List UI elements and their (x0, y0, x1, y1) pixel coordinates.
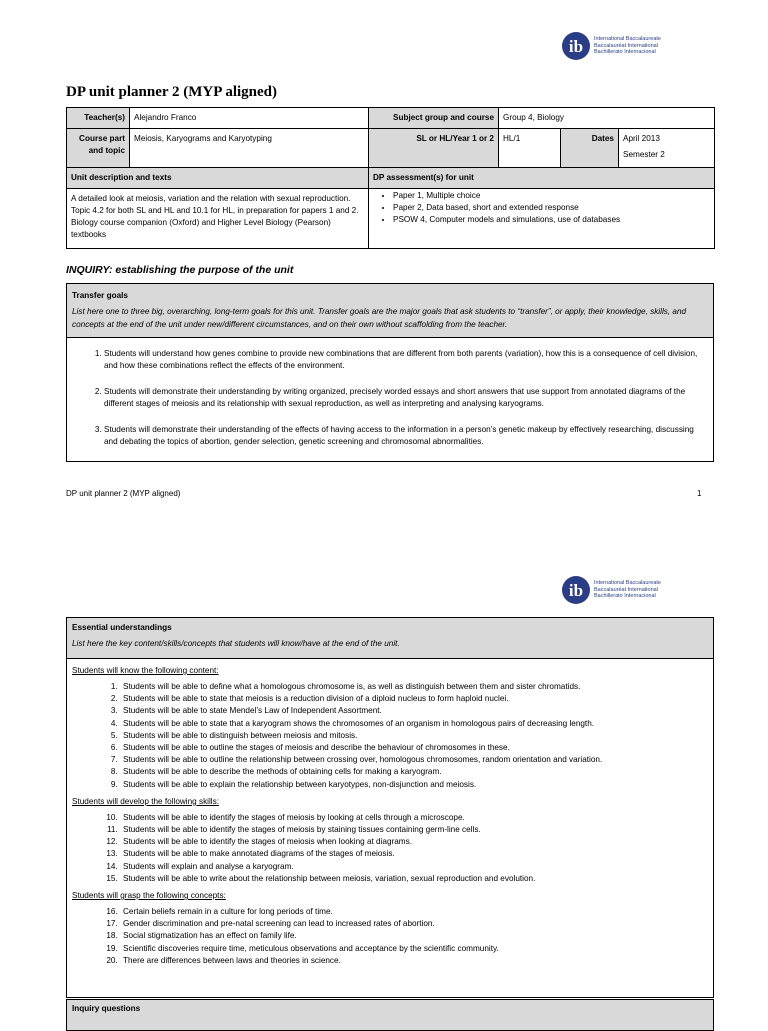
content-item: 9. Students will be able to explain the relationship between karyotypes, non-disjunction and meiosis. (120, 779, 713, 791)
content-item: 1. Students will be able to define what a homologous chromosome is, as well as distinguish between them and sister chromatids. (120, 681, 713, 693)
content-list (67, 681, 713, 791)
transfer-goal-item: 2. Students will demonstrate their understanding by writing organized, precisely worded essays and short answers that use support from annotated diagrams of the different stages of meiosis and its relationship with sexual reproduction, as well as interpreting and analysing karyograms. (104, 386, 703, 410)
transfer-goal-item: 1. Students will understand how genes combine to provide new combinations that are different from both parents (variation), how this is a consequence of cell division, and how these combinations reflect the effects of the environment. (104, 348, 703, 372)
transfer-goals-header (67, 284, 713, 338)
ib-logo-text: International Baccalaureate Baccalauréat International Bachillerato Internacional (594, 36, 661, 56)
skill-item: 11. Students will be able to identify the stages of meiosis by staining tissues containing germ-line cells. (120, 824, 713, 836)
content-item: 4. Students will be able to state that a karyogram shows the chromosomes of an organism in homologous pairs of decreasing length. (120, 718, 713, 730)
unit-header-table (66, 107, 715, 249)
content-subheading: Students will know the following content: (72, 666, 219, 675)
concept-item: 19. Scientific discoveries require time, meticulous observations and acceptance by the scientific community. (120, 943, 713, 955)
content-item: 3. Students will be able to state Mendel’s Law of Independent Assortment. (120, 705, 713, 717)
concept-item: 16. Certain beliefs remain in a culture for long periods of time. (120, 906, 713, 918)
ib-logo-icon (561, 575, 591, 605)
skill-item: 10. Students will be able to identify the stages of meiosis by looking at cells through a microscope. (120, 812, 713, 824)
skill-item: 15. Students will be able to write about the relationship between meiosis, variation, sexual reproduction and evolution. (120, 873, 713, 885)
content-item: 6. Students will be able to outline the stages of meiosis and describe the behaviour of chromosomes in these. (120, 742, 713, 754)
sl-hl-value: HL/1 (499, 129, 561, 168)
inquiry-heading: INQUIRY: establishing the purpose of the unit (66, 264, 294, 276)
teachers-value: Alejandro Franco (130, 108, 369, 129)
dp-assessment-label: DP assessment(s) for unit (369, 168, 715, 189)
skill-item: 14. Students will explain and analyse a karyogram. (120, 861, 713, 873)
dates-value: April 2013 Semester 2 (619, 129, 715, 168)
transfer-goals-instructions: List here one to three big, overarching, long-term goals for this unit. Transfer goals are the major goals that ask students to “transfer”, or apply, their knowledge, skills, and concepts at the end of the unit under new/different circumstances, and on their own without scaffolding from the teacher. (72, 307, 687, 329)
assessment-item: • PSOW 4, Computer models and simulations, use of databases (393, 214, 710, 226)
essential-understandings-box (66, 617, 714, 998)
content-item: 8. Students will be able to describe the methods of obtaining cells for making a karyogram. (120, 766, 713, 778)
svg-text:ib: ib (568, 37, 584, 56)
inquiry-questions-box (66, 999, 714, 1031)
ib-logo (561, 31, 661, 61)
svg-text:ib: ib (568, 581, 584, 600)
transfer-goals-box (66, 283, 714, 462)
inquiry-questions-heading: Inquiry questions (72, 1004, 141, 1013)
transfer-goals-list (67, 338, 713, 468)
ib-logo-icon (561, 31, 591, 61)
content-item: 7. Students will be able to outline the relationship between crossing over, homologous chromosomes, random orientation and variation. (120, 754, 713, 766)
footer-text: DP unit planner 2 (MYP aligned) (66, 489, 181, 498)
transfer-goals-heading: Transfer goals (72, 291, 128, 300)
concepts-subheading: Students will grasp the following concepts: (72, 891, 226, 901)
dates-label: Dates (561, 129, 619, 168)
footer-page-number: 1 (697, 489, 702, 498)
assessment-item: • Paper 2, Data based, short and extended response (393, 202, 710, 214)
content-item: 2. Students will be able to state that meiosis is a reduction division of a diploid nucleus to form haploid nuclei. (120, 693, 713, 705)
concept-item: 18. Social stigmatization has an effect on family life. (120, 930, 713, 942)
essential-header (67, 618, 713, 659)
concepts-list (67, 906, 713, 967)
dp-assessment-list (369, 189, 715, 249)
transfer-goal-item: 3. Students will demonstrate their understanding of the effects of having access to the information in a person’s genetic makeup by effectively researching, discussing and debating the topics of abortion, gender selection, genetic screening and chromosomal abnormalities. (104, 424, 703, 448)
concept-item: 17. Gender discrimination and pre-natal screening can lead to increased rates of abortion. (120, 918, 713, 930)
course-part-value: Meiosis, Karyograms and Karyotyping (130, 129, 369, 168)
page-title: DP unit planner 2 (MYP aligned) (66, 84, 277, 100)
content-item: 5. Students will be able to distinguish between meiosis and mitosis. (120, 730, 713, 742)
teachers-label: Teacher(s) (67, 108, 130, 129)
ib-logo-text: International Baccalaureate Baccalauréat International Bachillerato Internacional (594, 580, 661, 600)
subject-label: Subject group and course (369, 108, 499, 129)
unit-description-label: Unit description and texts (67, 168, 369, 189)
subject-value: Group 4, Biology (499, 108, 715, 129)
course-part-label: Course part and topic (67, 129, 130, 168)
skill-item: 13. Students will be able to make annotated diagrams of the stages of meiosis. (120, 848, 713, 860)
concept-item: 20. There are differences between laws and theories in science. (120, 955, 713, 967)
ib-logo-page2 (561, 575, 661, 605)
assessment-item: • Paper 1, Multiple choice (393, 190, 710, 202)
skill-item: 12. Students will be able to identify the stages of meiosis when looking at diagrams. (120, 836, 713, 848)
essential-heading: Essential understandings (72, 623, 172, 632)
essential-instructions: List here the key content/skills/concepts that students will know/have at the end of the unit. (72, 639, 400, 648)
skills-subheading: Students will develop the following skills: (72, 796, 219, 806)
skills-list (67, 812, 713, 885)
sl-hl-label: SL or HL/Year 1 or 2 (369, 129, 499, 168)
unit-description-text: A detailed look at meiosis, variation and the relation with sexual reproduction. Topic 4.2 for both SL and HL and 10.1 for HL, in preparation for papers 1 and 2. Biology course companion (Oxford) and Higher Level Biology (Pearson) textbooks (67, 189, 369, 249)
